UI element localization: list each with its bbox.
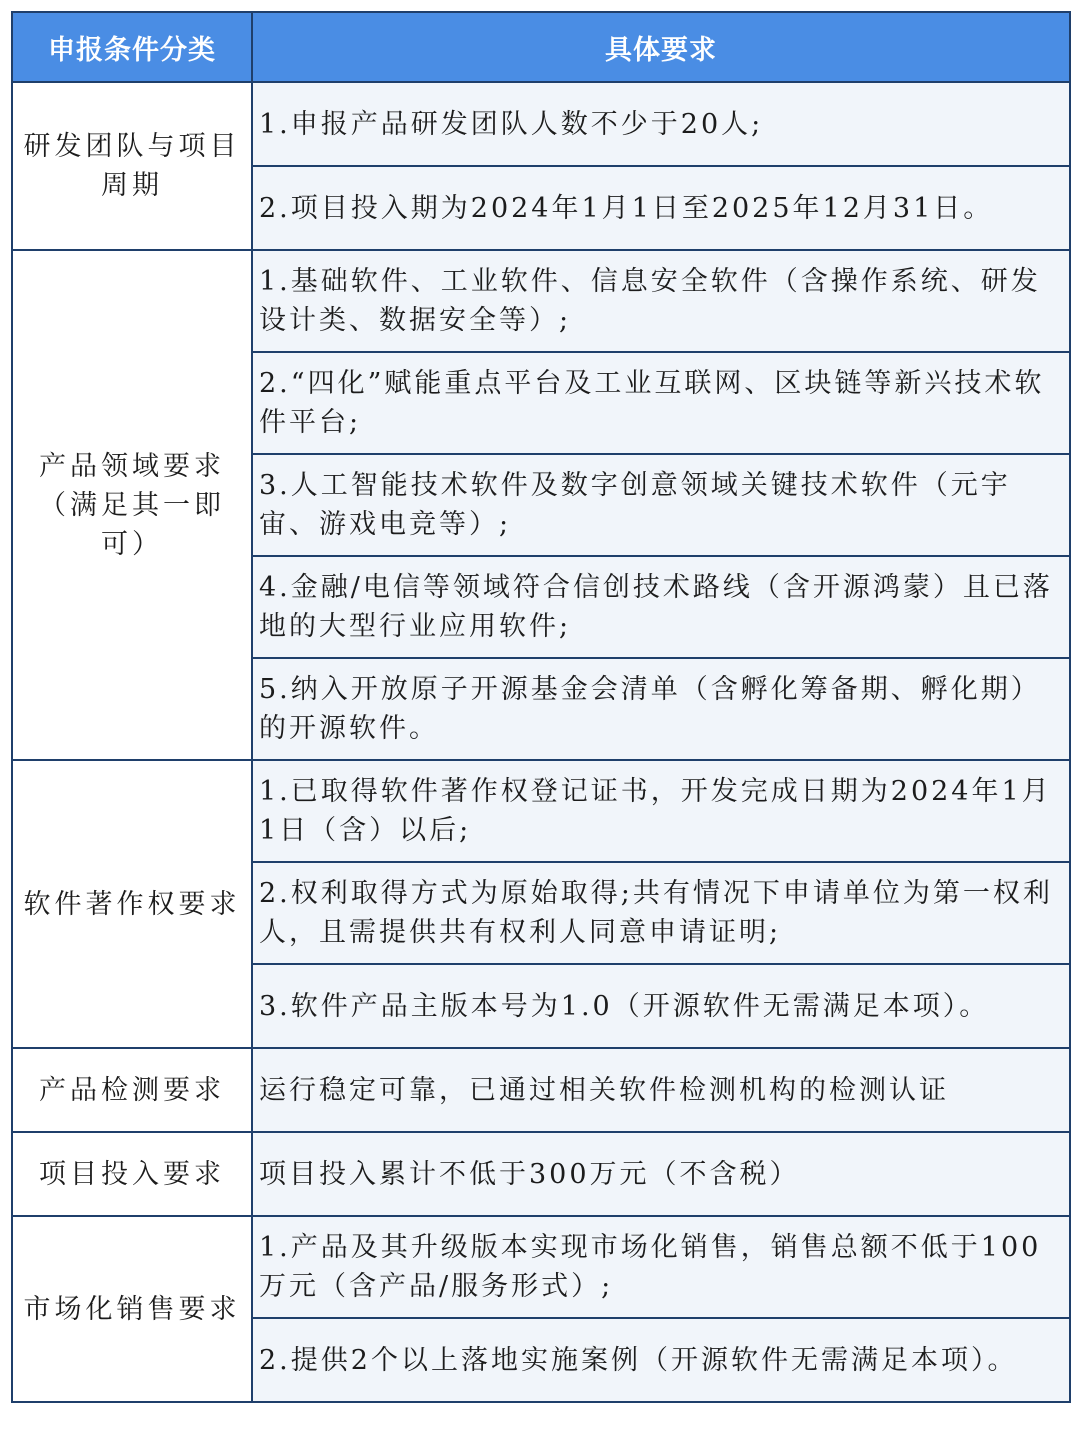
requirement-item: 2.提供2个以上落地实施案例（开源软件无需满足本项）。 bbox=[252, 1318, 1070, 1402]
category-team-period: 研发团队与项目周期 bbox=[12, 82, 252, 250]
table-row bbox=[12, 760, 1070, 862]
table-row bbox=[12, 82, 1070, 166]
table-row bbox=[12, 1048, 1070, 1132]
requirement-item: 1.申报产品研发团队人数不少于20人; bbox=[252, 82, 1070, 166]
requirement-item: 1.基础软件、工业软件、信息安全软件（含操作系统、研发设计类、数据安全等）; bbox=[252, 250, 1070, 352]
requirement-item: 2.权利取得方式为原始取得;共有情况下申请单位为第一权利人，且需提供共有权利人同意申请证明; bbox=[252, 862, 1070, 964]
requirement-item: 项目投入累计不低于300万元（不含税） bbox=[252, 1132, 1070, 1216]
header-requirements: 具体要求 bbox=[252, 12, 1070, 82]
category-project-investment: 项目投入要求 bbox=[12, 1132, 252, 1216]
table-row bbox=[12, 1132, 1070, 1216]
requirements-table bbox=[11, 11, 1071, 1403]
table-row bbox=[12, 250, 1070, 352]
requirement-item: 5.纳入开放原子开源基金会清单（含孵化筹备期、孵化期）的开源软件。 bbox=[252, 658, 1070, 760]
requirement-item: 2.“四化”赋能重点平台及工业互联网、区块链等新兴技术软件平台; bbox=[252, 352, 1070, 454]
category-market-sales: 市场化销售要求 bbox=[12, 1216, 252, 1402]
table-row bbox=[12, 1216, 1070, 1318]
requirement-item: 1.已取得软件著作权登记证书，开发完成日期为2024年1月1日（含）以后; bbox=[252, 760, 1070, 862]
header-category: 申报条件分类 bbox=[12, 12, 252, 82]
requirement-item: 运行稳定可靠，已通过相关软件检测机构的检测认证 bbox=[252, 1048, 1070, 1132]
requirement-item: 2.项目投入期为2024年1月1日至2025年12月31日。 bbox=[252, 166, 1070, 250]
category-software-copyright: 软件著作权要求 bbox=[12, 760, 252, 1048]
requirements-table-container bbox=[11, 11, 1069, 1403]
requirement-item: 1.产品及其升级版本实现市场化销售，销售总额不低于100万元（含产品/服务形式）; bbox=[252, 1216, 1070, 1318]
category-product-domain: 产品领域要求（满足其一即可） bbox=[12, 250, 252, 760]
requirement-item: 4.金融/电信等领域符合信创技术路线（含开源鸿蒙）且已落地的大型行业应用软件; bbox=[252, 556, 1070, 658]
category-product-testing: 产品检测要求 bbox=[12, 1048, 252, 1132]
requirement-item: 3.人工智能技术软件及数字创意领域关键技术软件（元宇宙、游戏电竞等）; bbox=[252, 454, 1070, 556]
requirement-item: 3.软件产品主版本号为1.0（开源软件无需满足本项）。 bbox=[252, 964, 1070, 1048]
table-header-row bbox=[12, 12, 1070, 82]
